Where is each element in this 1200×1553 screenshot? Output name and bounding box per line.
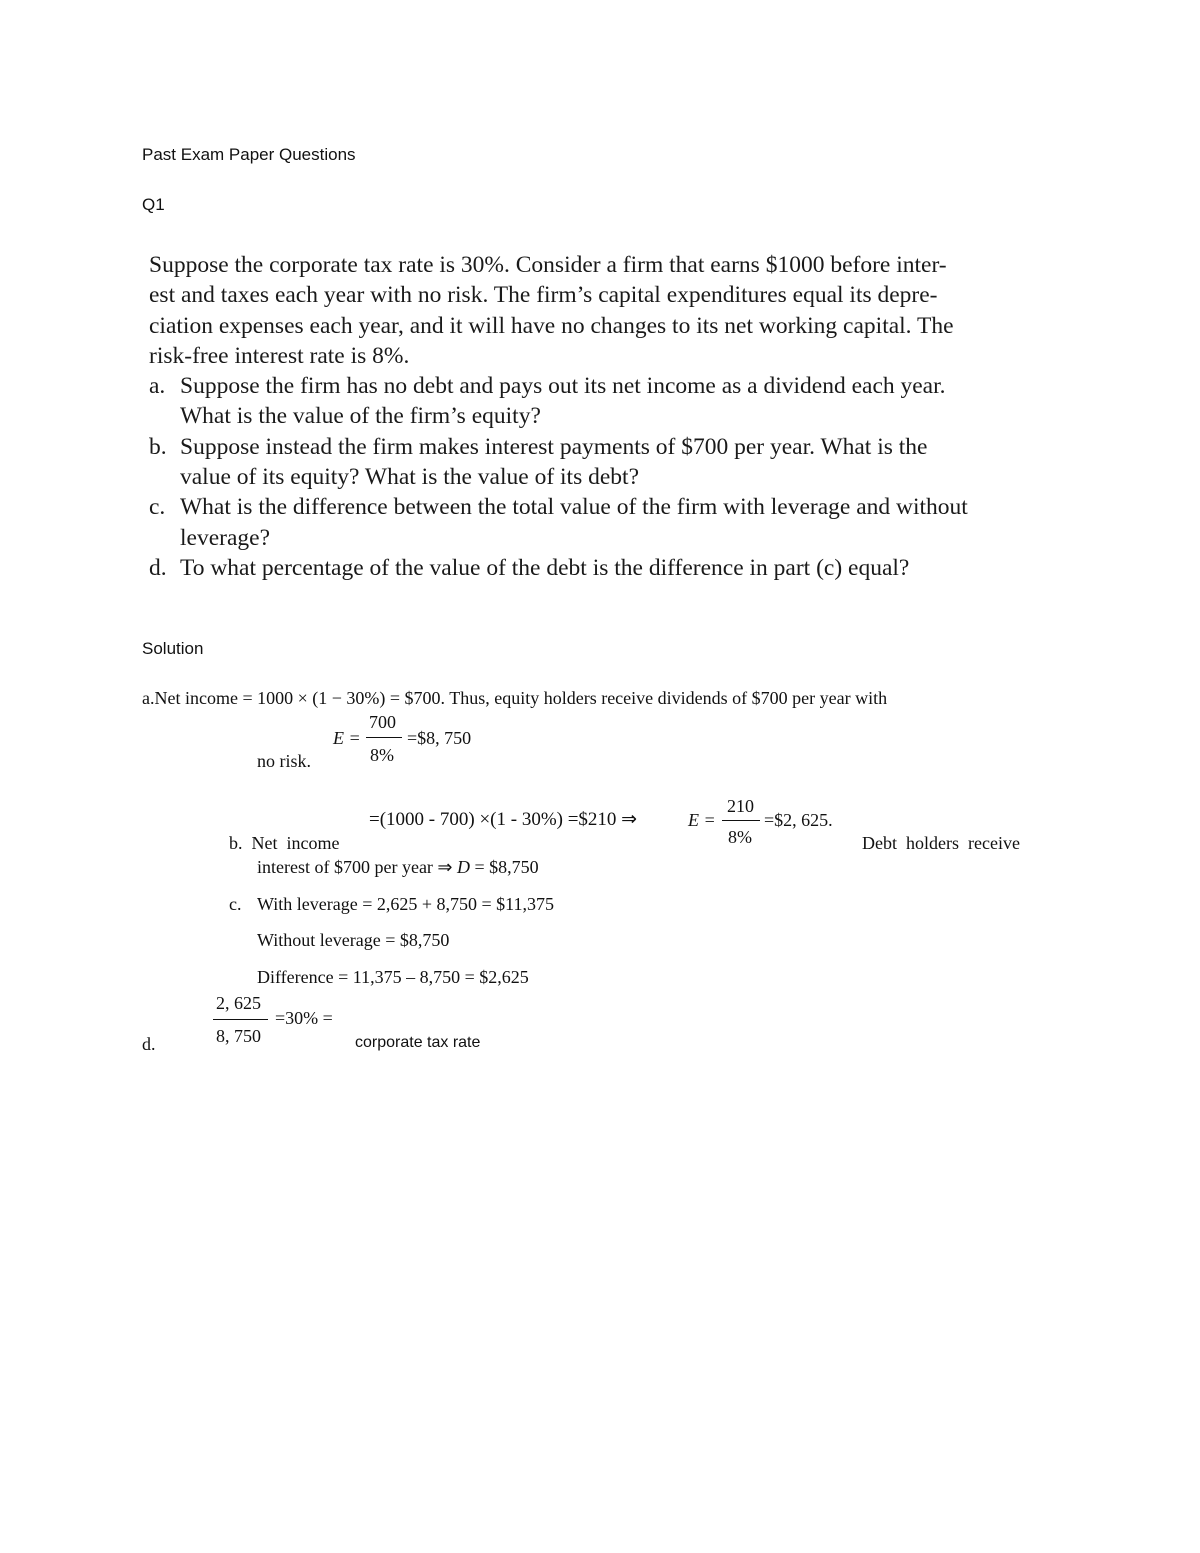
part-text — [180, 432, 1049, 493]
solution-d-marker: d. — [142, 1034, 156, 1054]
question-part-a — [149, 371, 1049, 432]
fraction-numerator: 2, 625 — [216, 993, 261, 1013]
fraction-bar — [366, 737, 402, 738]
part-text — [180, 492, 1049, 553]
fraction-numerator: 700 — [369, 712, 396, 732]
solution-c-line1: With leverage = 2,625 + 8,750 = $11,375 — [257, 894, 555, 914]
question-intro-line: est and taxes each year with no risk. The firm’s capital expenditures equal its depre- — [149, 282, 938, 309]
question-part-c — [149, 492, 1049, 553]
question-part-b — [149, 432, 1049, 493]
solution-label: Solution — [142, 639, 204, 658]
solution-a-line1: a.Net income = 1000 × (1 − 30%) = $700. Thus, equity holders receive dividends of $700 per year with — [142, 688, 888, 708]
equation-rhs: =$2, 625. — [764, 810, 833, 830]
solution-c-line3: Difference = 11,375 – 8,750 = $2,625 — [257, 967, 529, 987]
part-line: value of its equity? What is the value of its debt? — [180, 464, 639, 491]
equation-rhs: =30% = — [275, 1008, 333, 1028]
fraction-numerator: 210 — [727, 796, 754, 816]
part-line: To what percentage of the value of the debt is the difference in part (c) equal? — [180, 554, 910, 581]
part-marker: a. — [149, 373, 166, 400]
fraction-denominator: 8, 750 — [216, 1026, 261, 1046]
question-intro-line: ciation expenses each year, and it will have no changes to its net working capital. The — [149, 312, 954, 339]
question-part-d — [149, 553, 1049, 583]
part-line: leverage? — [180, 524, 271, 551]
solution-b-formula: =(1000 - 700) ×(1 - 30%) =$210 ⇒ — [369, 809, 638, 830]
part-line: What is the difference between the total value of the firm with leverage and without — [180, 494, 968, 521]
fraction-bar — [213, 1019, 268, 1020]
part-marker: d. — [149, 554, 167, 581]
equation-rhs: =$8, 750 — [407, 728, 472, 748]
part-marker: b. — [149, 433, 167, 460]
question-intro-line: Suppose the corporate tax rate is 30%. Consider a firm that earns $1000 before inter- — [149, 252, 947, 278]
solution-c-line2: Without leverage = $8,750 — [257, 930, 450, 950]
part-text — [180, 553, 1049, 583]
solution-a-line2: no risk. — [257, 751, 311, 771]
document-title: Past Exam Paper Questions — [142, 145, 356, 164]
solution-b-tail: Debt holders receive — [862, 833, 1020, 853]
solution-b-line2 — [257, 857, 539, 878]
solution-b-label: b. Net income — [229, 833, 340, 853]
solution-b-line2-pre: interest of $700 per year ⇒ — [257, 857, 453, 877]
part-marker: c. — [149, 494, 166, 521]
question-block — [149, 250, 1049, 583]
part-line: Suppose the firm has no debt and pays out its net income as a dividend each year. — [180, 373, 946, 400]
fraction-denominator: 8% — [728, 827, 752, 847]
fraction-bar — [722, 820, 760, 821]
fraction-denominator: 8% — [370, 745, 394, 765]
part-line: Suppose instead the firm makes interest payments of $700 per year. What is the — [180, 433, 928, 460]
equation-lhs: E = — [333, 728, 361, 748]
equation-lhs: E = — [688, 810, 716, 830]
solution-d-tail: corporate tax rate — [355, 1034, 481, 1051]
question-label: Q1 — [142, 195, 165, 214]
question-intro-line: risk-free interest rate is 8%. — [149, 342, 410, 369]
solution-c-marker: c. — [229, 894, 242, 914]
part-text — [180, 371, 1049, 432]
solution-b-line2-post: = $8,750 — [474, 857, 539, 877]
solution-b-line2-var: D — [457, 857, 471, 877]
part-line: What is the value of the firm’s equity? — [180, 403, 541, 430]
